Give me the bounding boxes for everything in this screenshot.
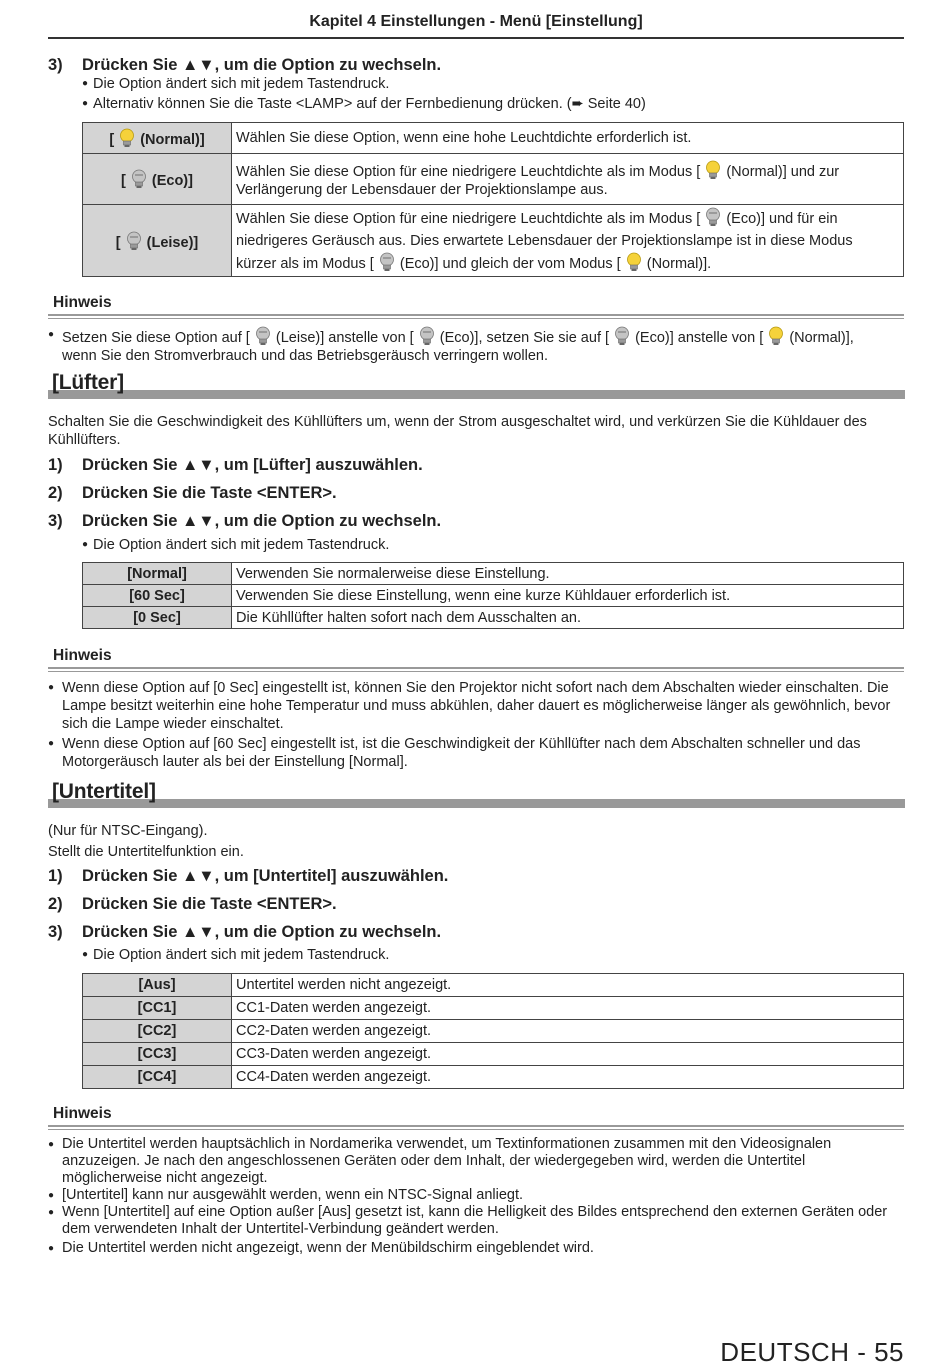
step-text: Drücken Sie ▲▼, um die Option zu wechseln. [82, 512, 442, 530]
lamp-eco-icon [130, 169, 148, 189]
divider [48, 1129, 904, 1130]
desc-text: (Eco)] und für ein [726, 210, 838, 227]
lamp-normal-icon [118, 128, 136, 148]
option-description: Die Kühllüfter halten sofort nach dem Ausschalten an. [232, 607, 904, 629]
divider [48, 1125, 904, 1127]
lamp-quiet-icon [125, 231, 143, 251]
luefter-note-2: ● Wenn diese Option auf [60 Sec] eingestellt ist, ist die Geschwindigkeit der Kühllüfter nach dem Abschalten schneller und das Motorgeräusch lauter als bei der Einstellung [Normal]. [48, 735, 898, 771]
section-untertitel [48, 780, 905, 808]
table-row [83, 997, 904, 1020]
table-row [83, 205, 904, 277]
note-text: (Leise)] anstelle von [ [275, 330, 414, 346]
lamp-mode-table [82, 122, 904, 277]
luefter-intro: Schalten Sie die Geschwindigkeit des Kühllüfters um, wenn der Strom ausgeschaltet wird, und verkürzen Sie die Kühldauer des Kühllüfters. [48, 414, 867, 448]
option-description: CC2-Daten werden angezeigt. [232, 1020, 904, 1043]
table-row [83, 607, 904, 629]
option-key: [60 Sec] [83, 585, 232, 607]
desc-text: Wählen Sie diese Option für eine niedrigere Leuchtdichte als im Modus [ [236, 210, 701, 227]
lamp-normal-icon [625, 252, 643, 272]
luefter-step-3 [48, 512, 441, 531]
lamp-bullet-1: ● Die Option ändert sich mit jedem Tastendruck. [82, 76, 389, 92]
untertitel-note-1: ● Die Untertitel werden hauptsächlich in Nordamerika verwendet, um Textinformationen zusammen mit den Videosignalen anzuzeigen. Je nach den angeschlossenen Geräten oder dem Inhalt, der wiedergegeben wird, werden die Untertitel möglicherweise nicht angezeigt. [48, 1136, 898, 1187]
note-heading-text: Hinweis [53, 294, 112, 311]
step-text: Drücken Sie ▲▼, um die Option zu wechseln. [82, 923, 442, 941]
luefter-step-1 [48, 456, 423, 475]
option-description: CC4-Daten werden angezeigt. [232, 1066, 904, 1089]
option-description: Verwenden Sie diese Einstellung, wenn eine kurze Kühldauer erforderlich ist. [232, 585, 904, 607]
option-description: CC3-Daten werden angezeigt. [232, 1043, 904, 1066]
step-text: Drücken Sie ▲▼, um [Untertitel] auszuwählen. [82, 867, 449, 885]
desc-text: kürzer als im Modus [ [236, 255, 374, 272]
option-label: (Leise)] [146, 234, 199, 251]
section-bar [48, 390, 905, 399]
untertitel-bullet: ● Die Option ändert sich mit jedem Tastendruck. [82, 947, 389, 963]
step-number: 3) [48, 56, 63, 74]
chapter-header [48, 10, 904, 39]
note-text: wenn Sie den Stromverbrauch und das Betriebsgeräusch verringern wollen. [62, 348, 549, 364]
untertitel-step-2 [48, 895, 337, 914]
desc-text: (Eco)] und gleich der vom Modus [ [399, 255, 621, 272]
option-key: [CC3] [83, 1043, 232, 1066]
lamp-eco-icon [613, 326, 631, 346]
luefter-note-1: ● Wenn diese Option auf [0 Sec] eingestellt ist, können Sie den Projektor nicht sofort nach dem Abschalten wieder einschalten. Die Lampe besitzt weiterhin eine hohe Temperatur und muss abkühlen, daher dauert es möglicherweise länger als gewöhnlich, bevor sich die Lampe wieder einschaltet. [48, 679, 898, 733]
luefter-table [82, 562, 904, 629]
untertitel-intro-2: Stellt die Untertitelfunktion ein. [48, 844, 244, 860]
lamp-note [48, 326, 898, 365]
step-text: Drücken Sie ▲▼, um [Lüfter] auszuwählen. [82, 456, 423, 474]
chapter-title: Kapitel 4 Einstellungen - Menü [Einstellung] [309, 13, 643, 30]
lamp-quiet-icon [254, 326, 272, 346]
lamp-note-heading [48, 294, 904, 320]
note-heading-text: Hinweis [53, 647, 112, 664]
option-description: Verwenden Sie normalerweise diese Einstellung. [232, 563, 904, 585]
note-text: (Normal)], [789, 330, 854, 346]
lamp-step-3 [48, 56, 441, 75]
section-luefter [48, 371, 905, 399]
luefter-step-2 [48, 484, 337, 503]
table-row [83, 123, 904, 154]
lamp-bullet-2: ● Alternativ können Sie die Taste <LAMP> auf der Fernbedienung drücken. (➨ Seite 40) [82, 96, 646, 112]
section-title: [Untertitel] [52, 780, 156, 803]
table-row [83, 1020, 904, 1043]
luefter-note-heading [48, 647, 904, 673]
option-description: CC1-Daten werden angezeigt. [232, 997, 904, 1020]
option-description [232, 154, 904, 205]
table-row [83, 1043, 904, 1066]
desc-text: Verlängerung der Lebensdauer der Projektionslampe aus. [236, 181, 608, 198]
option-description: Untertitel werden nicht angezeigt. [232, 974, 904, 997]
note-text: Setzen Sie diese Option auf [ [62, 330, 250, 346]
section-title: [Lüfter] [52, 371, 124, 394]
untertitel-intro-1: (Nur für NTSC-Eingang). [48, 823, 208, 839]
untertitel-note-4: ● Die Untertitel werden nicht angezeigt, wenn der Menübildschirm eingeblendet wird. [48, 1240, 898, 1257]
option-key: [ (Eco)] [83, 154, 232, 205]
untertitel-step-1 [48, 867, 448, 886]
untertitel-step-3 [48, 923, 441, 942]
option-key: [CC2] [83, 1020, 232, 1043]
note-text: (Eco)], setzen Sie sie auf [ [439, 330, 610, 346]
step-number: 2) [48, 895, 63, 913]
option-key: [CC1] [83, 997, 232, 1020]
option-label: (Eco)] [151, 173, 193, 189]
step-text: Drücken Sie die Taste <ENTER>. [82, 484, 337, 502]
lamp-normal-icon [704, 160, 722, 180]
desc-text: (Normal)]. [646, 255, 712, 272]
note-heading-text: Hinweis [53, 1105, 112, 1122]
option-key: [Aus] [83, 974, 232, 997]
note-text: (Eco)] anstelle von [ [635, 330, 764, 346]
option-description: Wählen Sie diese Option, wenn eine hohe Leuchtdichte erforderlich ist. [232, 123, 904, 154]
option-label: (Normal)] [140, 132, 205, 148]
desc-text: Wählen Sie diese Option für eine niedrigere Leuchtdichte als im Modus [ [236, 163, 701, 180]
lamp-eco-icon [378, 252, 396, 272]
step-number: 2) [48, 484, 63, 502]
step-number: 1) [48, 867, 63, 885]
step-text: Drücken Sie die Taste <ENTER>. [82, 895, 337, 913]
step-text: Drücken Sie ▲▼, um die Option zu wechseln. [82, 56, 442, 74]
option-key: [0 Sec] [83, 607, 232, 629]
page-number: DEUTSCH - 55 [720, 1337, 904, 1367]
table-row [83, 563, 904, 585]
untertitel-note-heading [48, 1105, 904, 1131]
option-key: [Normal] [83, 563, 232, 585]
step-number: 3) [48, 512, 63, 530]
untertitel-note-2: ● [Untertitel] kann nur ausgewählt werden, wenn ein NTSC-Signal anliegt. [48, 1187, 898, 1204]
desc-text: (Normal)] und zur [726, 163, 840, 180]
divider [48, 667, 904, 669]
desc-text: niedrigeres Geräusch aus. Dies erwartete Lebensdauer der Projektionslampe ist in diese Modus [236, 232, 853, 249]
option-key: [ (Normal)] [83, 123, 232, 154]
option-description [232, 205, 904, 277]
table-row [83, 585, 904, 607]
step-number: 3) [48, 923, 63, 941]
untertitel-table [82, 973, 904, 1089]
step-number: 1) [48, 456, 63, 474]
lamp-eco-icon [418, 326, 436, 346]
table-row [83, 974, 904, 997]
option-key: [ (Leise)] [83, 205, 232, 277]
lamp-eco-icon [704, 207, 722, 227]
table-row [83, 1066, 904, 1089]
table-row [83, 154, 904, 205]
option-key: [CC4] [83, 1066, 232, 1089]
untertitel-note-3: ● Wenn [Untertitel] auf eine Option außer [Aus] gesetzt ist, kann die Helligkeit des Bildes entsprechend den externen Geräten oder dem verwendeten Inhalt der Untertitel-Verbindung geändert werden. [48, 1204, 898, 1238]
divider [48, 314, 904, 316]
lamp-normal-icon [767, 326, 785, 346]
divider [48, 318, 904, 319]
luefter-bullet: ● Die Option ändert sich mit jedem Tastendruck. [82, 537, 389, 553]
section-bar [48, 799, 905, 808]
divider [48, 671, 904, 672]
